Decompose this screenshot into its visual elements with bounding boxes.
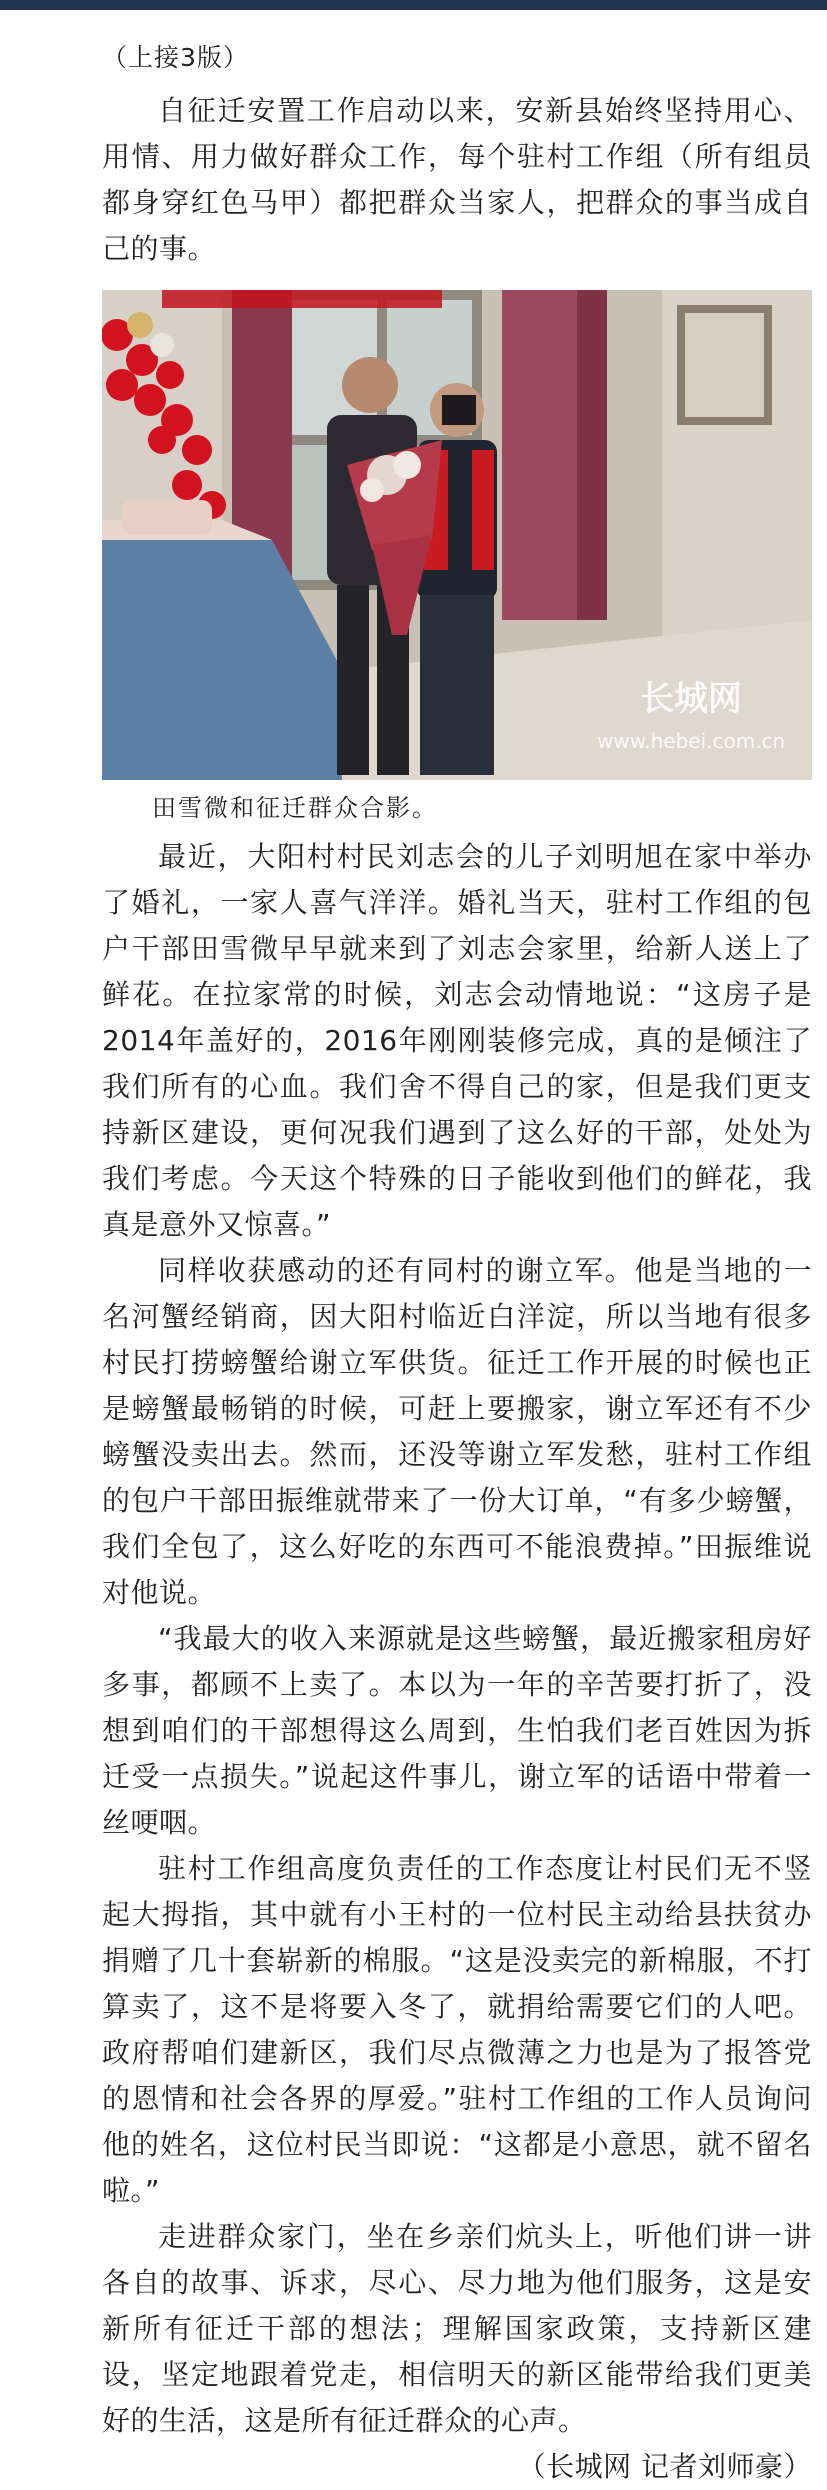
paragraph-crab-dealer: 同样收获感动的还有同村的谢立军。他是当地的一名河蟹经销商，因大阳村临近白洋淀，所以当地有很多村民打捞螃蟹给谢立军供货。征迁工作开展的时候也正是螃蟹最畅销的时候，可赶上要搬家，谢立军还有不少螃蟹没卖出去。然而，还没等谢立军发愁，驻村工作组的包户干部田振维就带来了一份大订单，“有多少螃蟹，我们全包了，这么好吃的东西可不能浪费掉。”田振维说对他说。 <box>102 1254 812 1609</box>
news-photo <box>102 290 812 780</box>
continued-note: （上接3版） <box>102 43 249 72</box>
photo-caption: 田雪微和征迁群众合影。 <box>152 794 438 822</box>
top-color-bar <box>0 0 827 10</box>
paragraph-donation: 驻村工作组高度负责任的工作态度让村民们无不竖起大拇指，其中就有小王村的一位村民主动给县扶贫办捐赠了几十套崭新的棉服。“这是没卖完的新棉服，不打算卖了，这不是将要入冬了，就捐给需要它们的人吧。政府帮咱们建新区，我们尽点微薄之力也是为了报答党的恩情和社会各界的厚爱。”驻村工作组的工作人员询问他的姓名，这位村民当即说：“这都是小意思，就不留名啦。” <box>102 1852 812 2207</box>
watermark-url: www.hebei.com.cn <box>597 729 786 753</box>
paragraph-wedding: 最近，大阳村村民刘志会的儿子刘明旭在家中举办了婚礼，一家人喜气洋洋。婚礼当天，驻村工作组的包户干部田雪微早早就来到了刘志会家里，给新人送上了鲜花。在拉家常的时候，刘志会动情地说：“这房子是2014年盖好的，2016年刚刚装修完成，真的是倾注了我们所有的心血。我们舍不得自己的家，但是我们更支持新区建设，更何况我们遇到了这么好的干部，处处为我们考虑。今天这个特殊的日子能收到他们的鲜花，我真是意外又惊喜。” <box>102 840 812 1241</box>
article <box>102 38 812 2490</box>
photo-illustration <box>102 290 812 780</box>
conclusion-text: 走进群众家门，坐在乡亲们炕头上，听他们讲一讲各自的故事、诉求，尽心、尽力地为他们服务，这是安新所有征迁干部的想法；理解国家政策，支持新区建设，坚定地跟着党走，相信明天的新区能带给我们更美好的生活，这是所有征迁群众的心声。 <box>102 2220 812 2437</box>
paragraph-quote: “我最大的收入来源就是这些螃蟹，最近搬家租房好多事，都顾不上卖了。本以为一年的辛苦要打折了，没想到咱们的干部想得这么周到，生怕我们老百姓因为拆迁受一点损失。”说起这件事儿，谢立军的话语中带着一丝哽咽。 <box>102 1622 812 1839</box>
paragraph-conclusion <box>102 2214 812 2490</box>
watermark-brand: 长城网 <box>640 679 742 719</box>
byline: （长城网 记者刘师豪） <box>517 2450 812 2483</box>
paragraph-intro: 自征迁安置工作启动以来，安新县始终坚持用心、用情、用力做好群众工作，每个驻村工作组（所有组员都身穿红色马甲）都把群众当家人，把群众的事当成自己的事。 <box>102 94 812 265</box>
